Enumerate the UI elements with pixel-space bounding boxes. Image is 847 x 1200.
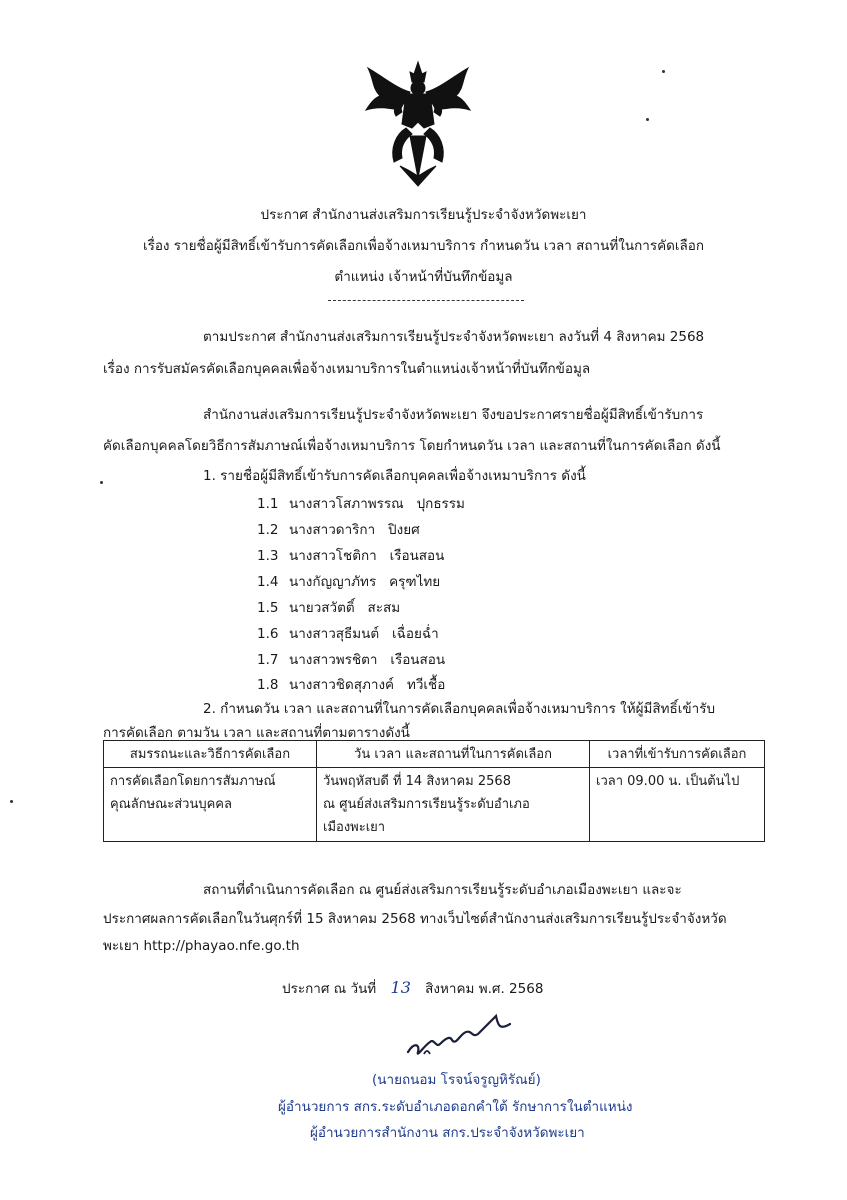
divider xyxy=(328,300,524,301)
table-header-time: เวลาที่เข้ารับการคัดเลือก xyxy=(590,741,765,768)
reference-paragraph-line1: ตามประกาศ สำนักงานส่งเสริมการเรียนรู้ประจำจังหวัดพะเยา ลงวันที่ 4 สิงหาคม 2568 xyxy=(203,329,705,345)
candidate-number: 1.8 xyxy=(257,677,279,693)
place-line: เมืองพะเยา xyxy=(323,820,386,835)
candidate-number: 1.7 xyxy=(257,652,279,668)
candidate-name: นางสาวโสภาพรรณ ปุกธรรม xyxy=(289,496,465,512)
announcement-paragraph-line1: สำนักงานส่งเสริมการเรียนรู้ประจำจังหวัดพะเยา จึงขอประกาศรายชื่อผู้มีสิทธิ์เข้ารับการ xyxy=(203,407,704,423)
candidate-number: 1.2 xyxy=(257,522,279,538)
method-line: การคัดเลือกโดยการสัมภาษณ์ xyxy=(110,774,276,789)
scan-speck xyxy=(646,118,649,121)
announce-date-suffix: สิงหาคม พ.ศ. 2568 xyxy=(425,981,544,997)
candidate-item xyxy=(257,492,465,514)
candidate-name: นางสาวดาริกา ปิงยศ xyxy=(289,522,420,538)
candidate-item xyxy=(257,673,445,695)
place-line: ณ ศูนย์ส่งเสริมการเรียนรู้ระดับอำเภอ xyxy=(323,797,530,812)
section1-heading: 1. รายชื่อผู้มีสิทธิ์เข้ารับการคัดเลือกบุคคลเพื่อจ้างเหมาบริการ ดังนี้ xyxy=(203,468,586,484)
table-header-method: สมรรถนะและวิธีการคัดเลือก xyxy=(104,741,317,768)
section2-line2: การคัดเลือก ตามวัน เวลา และสถานที่ตามตารางดังนี้ xyxy=(103,725,410,741)
signatory-title2: ผู้อำนวยการสำนักงาน สกร.ประจำจังหวัดพะเยา xyxy=(310,1125,585,1141)
closing-line1: สถานที่ดำเนินการคัดเลือก ณ ศูนย์ส่งเสริมการเรียนรู้ระดับอำเภอเมืองพะเยา และจะ xyxy=(203,882,682,898)
candidate-name: นางกัญญาภัทร ครุฑไทย xyxy=(289,574,441,590)
candidate-number: 1.3 xyxy=(257,548,279,564)
place-line: วันพฤหัสบดี ที่ 14 สิงหาคม 2568 xyxy=(323,774,511,789)
scan-speck xyxy=(10,800,13,803)
selection-schedule-table xyxy=(103,740,765,842)
subject-line: เรื่อง รายชื่อผู้มีสิทธิ์เข้ารับการคัดเลือกเพื่อจ้างเหมาบริการ กำหนดวัน เวลา สถานที่ในการคัดเลือก xyxy=(142,238,705,254)
candidate-item xyxy=(257,596,400,618)
announce-date-day: 13 xyxy=(390,978,411,997)
scan-speck xyxy=(662,70,665,73)
candidate-name: นายวสวัตติ์ สะสม xyxy=(289,600,401,616)
candidate-name: นางสาวพรชิตา เรือนสอน xyxy=(289,652,446,668)
reference-paragraph-line2: เรื่อง การรับสมัครคัดเลือกบุคคลเพื่อจ้างเหมาบริการในตำแหน่งเจ้าหน้าที่บันทึกข้อมูล xyxy=(103,361,591,377)
closing-line3: พะเยา http://phayao.nfe.go.th xyxy=(103,938,300,954)
table-header-row xyxy=(104,741,765,768)
announce-date xyxy=(282,977,543,999)
announcement-paragraph-line2: คัดเลือกบุคคลโดยวิธีการสัมภาษณ์เพื่อจ้างเหมาบริการ โดยกำหนดวัน เวลา และสถานที่ในการคัดเลือก ดังนี้ xyxy=(103,438,721,454)
candidate-number: 1.4 xyxy=(257,574,279,590)
table-header-place: วัน เวลา และสถานที่ในการคัดเลือก xyxy=(317,741,590,768)
position-line: ตำแหน่ง เจ้าหน้าที่บันทึกข้อมูล xyxy=(334,269,513,285)
method-line: คุณลักษณะส่วนบุคคล xyxy=(110,797,232,812)
candidate-item xyxy=(257,622,439,644)
candidate-number: 1.6 xyxy=(257,626,279,642)
signatory-title1: ผู้อำนวยการ สกร.ระดับอำเภอดอกคำใต้ รักษาการในตำแหน่ง xyxy=(278,1099,633,1115)
closing-line2: ประกาศผลการคัดเลือกในวันศุกร์ที่ 15 สิงหาคม 2568 ทางเว็บไซต์สำนักงานส่งเสริมการเรียนรู้ประจำจังหวัด xyxy=(103,911,727,927)
candidate-item xyxy=(257,518,420,540)
scan-speck xyxy=(100,481,103,484)
garuda-emblem-icon xyxy=(360,58,476,188)
table-cell-method xyxy=(104,768,317,842)
table-row xyxy=(104,768,765,842)
handwritten-signature xyxy=(400,1002,530,1062)
signatory-name: (นายถนอม โรจน์จรูญหิรัณย์) xyxy=(372,1072,541,1088)
candidate-name: นางสาวชิดสุภางค์ ทวีเชื้อ xyxy=(289,677,446,693)
candidate-item xyxy=(257,648,445,670)
table-cell-time: เวลา 09.00 น. เป็นต้นไป xyxy=(590,768,765,842)
announce-date-prefix: ประกาศ ณ วันที่ xyxy=(282,981,377,997)
candidate-item xyxy=(257,570,440,592)
candidate-item xyxy=(257,544,444,566)
section2-line1: 2. กำหนดวัน เวลา และสถานที่ในการคัดเลือกบุคคลเพื่อจ้างเหมาบริการ ให้ผู้มีสิทธิ์เข้ารับ xyxy=(203,701,716,717)
candidate-number: 1.5 xyxy=(257,600,279,616)
candidate-name: นางสาวโชติกา เรือนสอน xyxy=(289,548,445,564)
announcement-title: ประกาศ สำนักงานส่งเสริมการเรียนรู้ประจำจังหวัดพะเยา xyxy=(260,207,587,223)
candidate-name: นางสาวสุธีมนต์ เฉื่อยฉ่ำ xyxy=(289,626,439,642)
candidate-number: 1.1 xyxy=(257,496,279,512)
table-cell-place xyxy=(317,768,590,842)
